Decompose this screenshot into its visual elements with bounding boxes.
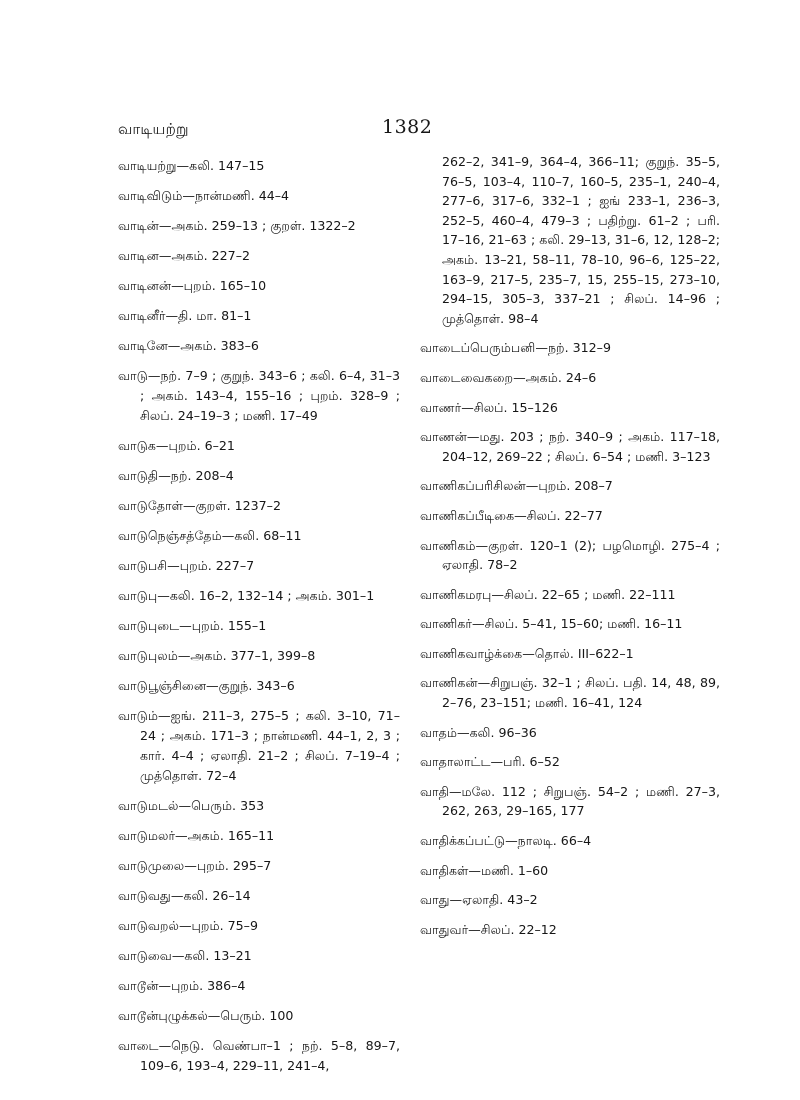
index-entry-continued: 262–2, 341–9, 364–4, 366–11; குறுந். 35–5, 76–5, 103–4, 110–7, 160–5, 235–1, 240–4, 277–6, 317–6, 332–1 ; ஐங் 233–1, 236–3, 252–5, 460–4, 479–3 ; பதிற்று. 61–2 ; பரி. 17–16, 21–63 ; கலி. 29–13, 31–6, 12, 128–2; அகம். 13–21, 58–11, 78–10, 96–6, 125–22, 163–9, 217–5, 235–7, 15, 255–15, 273–10, 294–15, 305–3, 337–21 ; சிலப். 14–96 ; முத்தொள். 98–4 — [442, 154, 720, 326]
index-entry: வாதாலாட்ட—பரி. 6–52 — [420, 754, 560, 770]
page-number: 1382 — [382, 116, 433, 138]
right-column — [420, 152, 720, 949]
index-entry: வாணிகவாழ்க்கை—தொல். III–622–1 — [420, 645, 634, 661]
index-entry: வாடுபூஞ்சினை—குறுந். 343–6 — [118, 678, 295, 693]
index-entry: வாணன்—மது. 203 ; நற். 340–9 ; அகம். 117–18, 204–12, 269–22 ; சிலப். 6–54 ; மணி. 3–123 — [420, 429, 720, 464]
index-entry: வாதி—மலே. 112 ; சிறுபஞ். 54–2 ; மணி. 27–3, 262, 263, 29–165, 177 — [420, 783, 720, 819]
index-entry: வாடுவை—கலி. 13–21 — [118, 948, 252, 963]
index-entry: வாணிகன்—சிறுபஞ். 32–1 ; சிலப். பதி. 14, 48, 89, 2–76, 23–151; மணி. 16–41, 124 — [420, 675, 720, 711]
index-entry: வாடை—நெடு. வெண்பா–1 ; நற். 5–8, 89–7, 109–6, 193–4, 229–11, 241–4, — [118, 1038, 400, 1073]
index-entry: வாதுவர்—சிலப். 22–12 — [420, 921, 557, 937]
index-entry: வாடுமலர்—அகம். 165–11 — [118, 828, 275, 843]
running-head: வாடியற்று — [118, 120, 189, 138]
index-entry: வாடிவிடும்—நான்மணி. 44–4 — [118, 188, 290, 203]
index-entry: வாடின்—அகம். 259–13 ; குறள். 1322–2 — [118, 218, 356, 233]
index-entry: வாடைவைகறை—அகம். 24–6 — [420, 369, 597, 385]
index-entry: வாடுபுடை—புறம். 155–1 — [118, 618, 267, 633]
index-entry: வாடூன்புழுக்கல்—பெரும். 100 — [118, 1008, 294, 1023]
index-entry: வாதிகள்—மணி. 1–60 — [420, 862, 549, 878]
index-entry: வாணிகம்—குறள். 120–1 (2); பழமொழி. 275–4 ; ஏலாதி. 78–2 — [420, 537, 720, 573]
index-entry: வாடுவறல்—புறம். 75–9 — [118, 918, 258, 933]
index-entry: வாணிகமரபு—சிலப். 22–65 ; மணி. 22–111 — [420, 586, 676, 602]
index-entry: வாணிகப்பரிசிலன்—புறம். 208–7 — [420, 478, 613, 494]
index-entry: வாணிகர்—சிலப். 5–41, 15–60; மணி. 16–11 — [420, 616, 683, 632]
index-entry: வாடைப்பெரும்பனி—நற். 312–9 — [420, 340, 611, 356]
index-entry: வாடூன்—புறம். 386–4 — [118, 978, 246, 993]
index-entry: வாடின—அகம். 227–2 — [118, 248, 251, 263]
index-entry: வாடுபு—கலி. 16–2, 132–14 ; அகம். 301–1 — [118, 588, 375, 603]
index-entry: வாடுக—புறம். 6–21 — [118, 438, 235, 453]
index-entry: வாடுபுலம்—அகம். 377–1, 399–8 — [118, 648, 316, 663]
index-entry: வாடு—நற். 7–9 ; குறுந். 343–6 ; கலி. 6–4, 31–3 ; அகம். 143–4, 155–16 ; புறம். 328–9 ; சிலப். 24–19–3 ; மணி. 17–49 — [118, 368, 400, 423]
index-entry: வாடுநெஞ்சத்தேம்—கலி. 68–11 — [118, 528, 302, 543]
index-entry: வாடுதி—நற். 208–4 — [118, 468, 234, 483]
index-entry: வாது—ஏலாதி. 43–2 — [420, 892, 538, 908]
index-entry: வாடுமடல்—பெரும். 353 — [118, 798, 265, 813]
index-entry: வாடுபசி—புறம். 227–7 — [118, 558, 255, 573]
index-entry: வாடுவது—கலி. 26–14 — [118, 888, 251, 903]
index-entry: வாணிகப்பீடிகை—சிலப். 22–77 — [420, 507, 603, 523]
index-entry: வாடும்—ஐங். 211–3, 275–5 ; கலி. 3–10, 71–24 ; அகம். 171–3 ; நான்மணி. 44–1, 2, 3 ; கார். 4–4 ; ஏலாதி. 21–2 ; சிலப். 7–19–4 ; முத்தொள். 72–4 — [118, 708, 400, 783]
index-entry: வாடினன்—புறம். 165–10 — [118, 278, 267, 293]
index-entry: வாடியற்று—கலி. 147–15 — [118, 158, 265, 173]
index-entry: வாடுதோள்—குறள். 1237–2 — [118, 498, 281, 513]
index-entry: வாதிக்கப்பட்டு—நாலடி. 66–4 — [420, 833, 592, 849]
index-entry: வாடுமுலை—புறம். 295–7 — [118, 858, 272, 873]
index-entry: வாடினே—அகம். 383–6 — [118, 338, 259, 353]
index-entry: வாதம்—கலி. 96–36 — [420, 724, 537, 740]
index-entry: வாடினீர்—தி. மா. 81–1 — [118, 308, 252, 323]
left-column — [118, 156, 400, 1086]
index-entry: வாணர்—சிலப். 15–126 — [420, 399, 558, 415]
